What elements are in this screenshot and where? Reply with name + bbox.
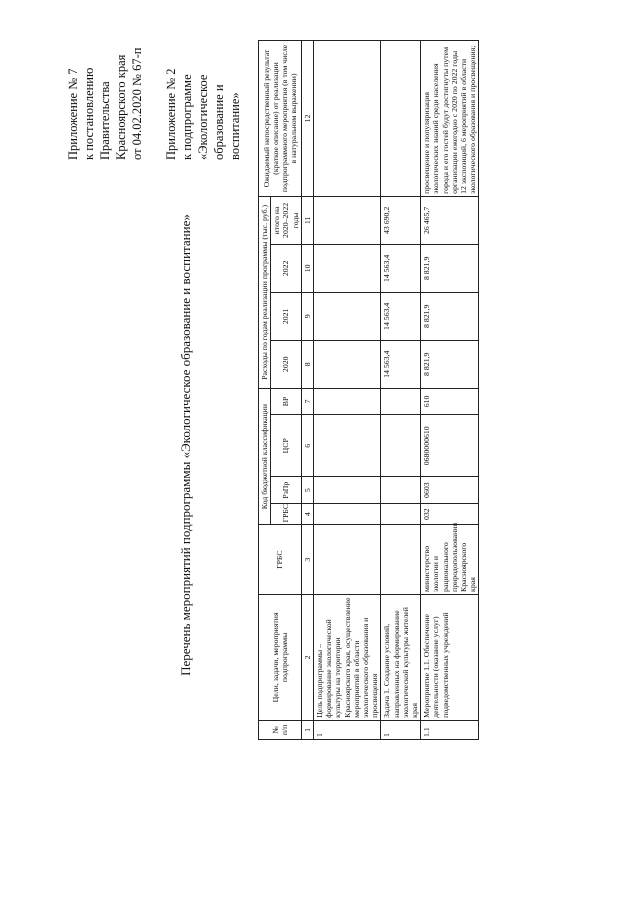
- subcol-grbs: ГРБС: [271, 503, 302, 525]
- col-costs-header: Расходы по годам реализации программы (тыс. руб.): [259, 196, 271, 388]
- measures-table: [258, 40, 479, 740]
- col-grbs-header: ГРБС: [259, 525, 302, 595]
- column-number: 8: [301, 340, 313, 388]
- cost-2022: 14 563,4: [381, 244, 421, 292]
- column-number: 6: [301, 415, 313, 477]
- cost-2020: 8 821,9: [421, 340, 479, 388]
- column-number: 1: [301, 720, 313, 739]
- goal-row: [314, 41, 381, 740]
- code-rzpr: 0603: [421, 477, 479, 503]
- measure-row: [421, 41, 479, 740]
- grbs-name: министерство экологии и рационального природопользования Красноярского края: [421, 525, 479, 595]
- header-line: образование и воспитание»: [212, 84, 242, 160]
- cost-total: 26 465,7: [421, 196, 479, 244]
- col-code-header: Код бюджетной классификации: [259, 388, 271, 525]
- row-number: 1: [314, 720, 381, 739]
- subcol-vr: ВР: [271, 388, 302, 414]
- col-goals-header: Цели, задачи, мероприятия подпрограммы: [259, 594, 302, 720]
- col-num-header: № п/п: [259, 720, 302, 739]
- header-line: Приложение № 2: [164, 68, 178, 160]
- header-line: Красноярского края: [114, 54, 128, 160]
- cost-2020: 14 563,4: [381, 340, 421, 388]
- subcol-csr: ЦСР: [271, 415, 302, 477]
- column-number: 10: [301, 244, 313, 292]
- column-number: 11: [301, 196, 313, 244]
- column-numbers-row: [301, 41, 313, 740]
- header-line: Приложение № 7: [66, 68, 80, 160]
- column-number: 5: [301, 477, 313, 503]
- column-number: 2: [301, 594, 313, 720]
- row-number: 1.1: [421, 720, 479, 739]
- code-vr: 610: [421, 388, 479, 414]
- header-line: от 04.02.2020 № 67-п: [130, 47, 144, 160]
- header-line: к подпрограмме «Экологическое: [180, 74, 210, 160]
- subcol-2021: 2021: [271, 292, 302, 340]
- cost-total: 43 690,2: [381, 196, 421, 244]
- row-number: 1: [381, 720, 421, 739]
- goal-text: Цель подпрограммы – формирование экологической культуры на территории Красноярского края, осуществление мероприятий в области экологического образования и просвещения: [314, 594, 381, 720]
- col-result-header: Ожидаемый непосредственный результат (краткое описание) от реализации подпрограммного мероприятия (в том числе в натуральном выражении): [259, 41, 302, 197]
- code-grbs: 032: [421, 503, 479, 525]
- code-csr: 0680000610: [421, 415, 479, 477]
- column-number: 12: [301, 41, 313, 197]
- expected-result: просвещение и популяризация экологических знаний среди населения города и его гостей будут достигнуты путем организации ежегодно с 2020 по 2022 годы 12 экспозиций, 6 мероприятий в области экологического образования и просвещения;: [421, 41, 479, 197]
- document-title: Перечень мероприятий подпрограммы «Экологическое образование и воспитание»: [178, 214, 193, 676]
- column-number: 3: [301, 525, 313, 595]
- measure-text: Мероприятие 1.1. Обеспечение деятельности (оказание услуг) подведомственных учреждений: [421, 594, 479, 720]
- column-number: 9: [301, 292, 313, 340]
- subcol-2022: 2022: [271, 244, 302, 292]
- header-line: к постановлению Правительства: [82, 67, 112, 160]
- subcol-total: итого на 2020–2022 годы: [271, 196, 302, 244]
- column-number: 4: [301, 503, 313, 525]
- task-text: Задача 1. Создание условий, направленных на формирование экологической культуры жителей края: [381, 594, 421, 720]
- cost-2021: 8 821,9: [421, 292, 479, 340]
- cost-2022: 8 821,9: [421, 244, 479, 292]
- subcol-rzpr: РзПр: [271, 477, 302, 503]
- column-number: 7: [301, 388, 313, 414]
- appendix-header: [65, 40, 243, 160]
- cost-2021: 14 563,4: [381, 292, 421, 340]
- task-row: [381, 41, 421, 740]
- subcol-2020: 2020: [271, 340, 302, 388]
